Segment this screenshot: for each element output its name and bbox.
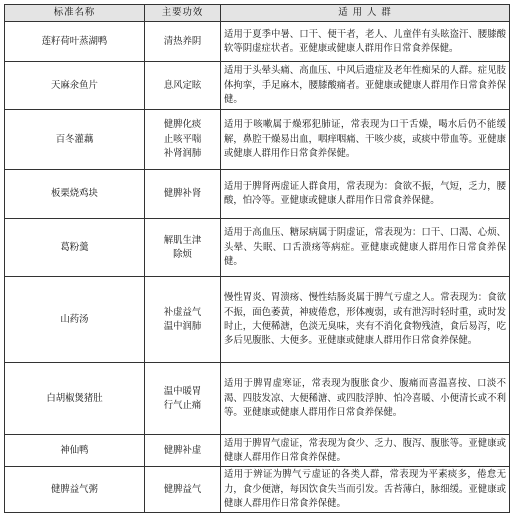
row-people-cell: 适用于高血压、糖尿病属于阴虚证，常表现为：口干、口渴、心烦、头晕、失眠、口舌溃疡等病症。亚健康或健康人群用作日常食养保健。: [221, 219, 510, 277]
row-people-cell: 适用于脾胃气虚证，常表现为食少、乏力、腹泻、腹胀等。亚健康或健康人群用作日常食养保健。: [221, 435, 510, 467]
diet-table: [4, 4, 510, 513]
row-effect-cell: 补虚益气 温中润肺: [145, 277, 221, 363]
row-people-cell: 适用于辨证为脾气亏虚证的各类人群，常表现为平素痰多，倦怠无力，食少便溏，每因饮食失当而引发。舌苔薄白，脉细缓。亚健康或健康人群用作日常食养保健。: [221, 467, 510, 513]
row-effect-cell: 健脾化痰 止咳平喘 补肾润肺: [145, 110, 221, 170]
table-row: [5, 219, 510, 277]
row-effect-cell: 息风定眩: [145, 62, 221, 110]
header-effect: 主要功效: [145, 5, 221, 22]
table-row: [5, 110, 510, 170]
table-row: [5, 363, 510, 435]
row-effect-cell: 解肌生津 除烦: [145, 219, 221, 277]
row-people-cell: 适用于咳嗽属于燥邪犯肺证，常表现为口干舌燥，喝水后仍不能缓解，鼻腔干燥易出血，咽痒咽痛、干咳少痰，或痰中带血等。亚健康或健康人群用作日常食养保健。: [221, 110, 510, 170]
row-people-cell: 慢性胃炎、胃溃疡、慢性结肠炎属于脾气亏虚之人。常表现为：食欲不振，面色萎黄，神疲倦怠，形体瘦弱，或有泄泻时轻时重，或时发时止，大便稀溏，色淡无臭味，夹有不消化食物残渣，食后易泻，吃多后见腹胀、大便多。亚健康或健康人群用作日常食养保健。: [221, 277, 510, 363]
table-row: [5, 435, 510, 467]
table-row: [5, 22, 510, 62]
table-body: [5, 22, 510, 513]
table-row: [5, 170, 510, 219]
header-people: 适 用 人 群: [221, 5, 510, 22]
row-name-cell: 天麻氽鱼片: [5, 62, 145, 110]
table-row: [5, 277, 510, 363]
row-people-cell: 适用于夏季中暑、口干、便干者，老人、儿童伴有头眩盗汗、腰膝酸软等阴虚症状者。亚健康或健康人群用作日常食养保健。: [221, 22, 510, 62]
header-name: 标准名称: [5, 5, 145, 22]
row-name-cell: 葛粉羹: [5, 219, 145, 277]
row-name-cell: 莲籽荷叶蒸湖鸭: [5, 22, 145, 62]
row-name-cell: 白胡椒煲猪肚: [5, 363, 145, 435]
table-row: [5, 62, 510, 110]
row-effect-cell: 健脾益气: [145, 467, 221, 513]
row-effect-cell: 温中暖胃 行气止痛: [145, 363, 221, 435]
row-name-cell: 百冬灌藕: [5, 110, 145, 170]
row-name-cell: 山药汤: [5, 277, 145, 363]
row-people-cell: 适用于脾肾两虚证人群食用，常表现为：食欲不振，气短，乏力，腰酸，怕冷等。亚健康或健康人群用作日常食养保健。: [221, 170, 510, 219]
row-name-cell: 神仙鸭: [5, 435, 145, 467]
row-effect-cell: 清热养阴: [145, 22, 221, 62]
row-effect-cell: 健脾补肾: [145, 170, 221, 219]
row-name-cell: 板栗烧鸡块: [5, 170, 145, 219]
row-people-cell: 适用于头晕头痛、高血压、中风后遗症及老年性痴呆的人群。症见肢体拘挛，手足麻木，腰膝酸痛者。亚健康或健康人群用作日常食养保健。: [221, 62, 510, 110]
row-name-cell: 健脾益气粥: [5, 467, 145, 513]
table-header-row: [5, 5, 510, 22]
row-effect-cell: 健脾补虚: [145, 435, 221, 467]
row-people-cell: 适用于脾胃虚寒证，常表现为腹胀食少、腹痛而喜温喜按、口淡不渴、四肢发凉、大便稀溏、或四肢浮肿、怕冷喜暖、小便清长或不利等。亚健康或健康人群用作日常食养保健。: [221, 363, 510, 435]
